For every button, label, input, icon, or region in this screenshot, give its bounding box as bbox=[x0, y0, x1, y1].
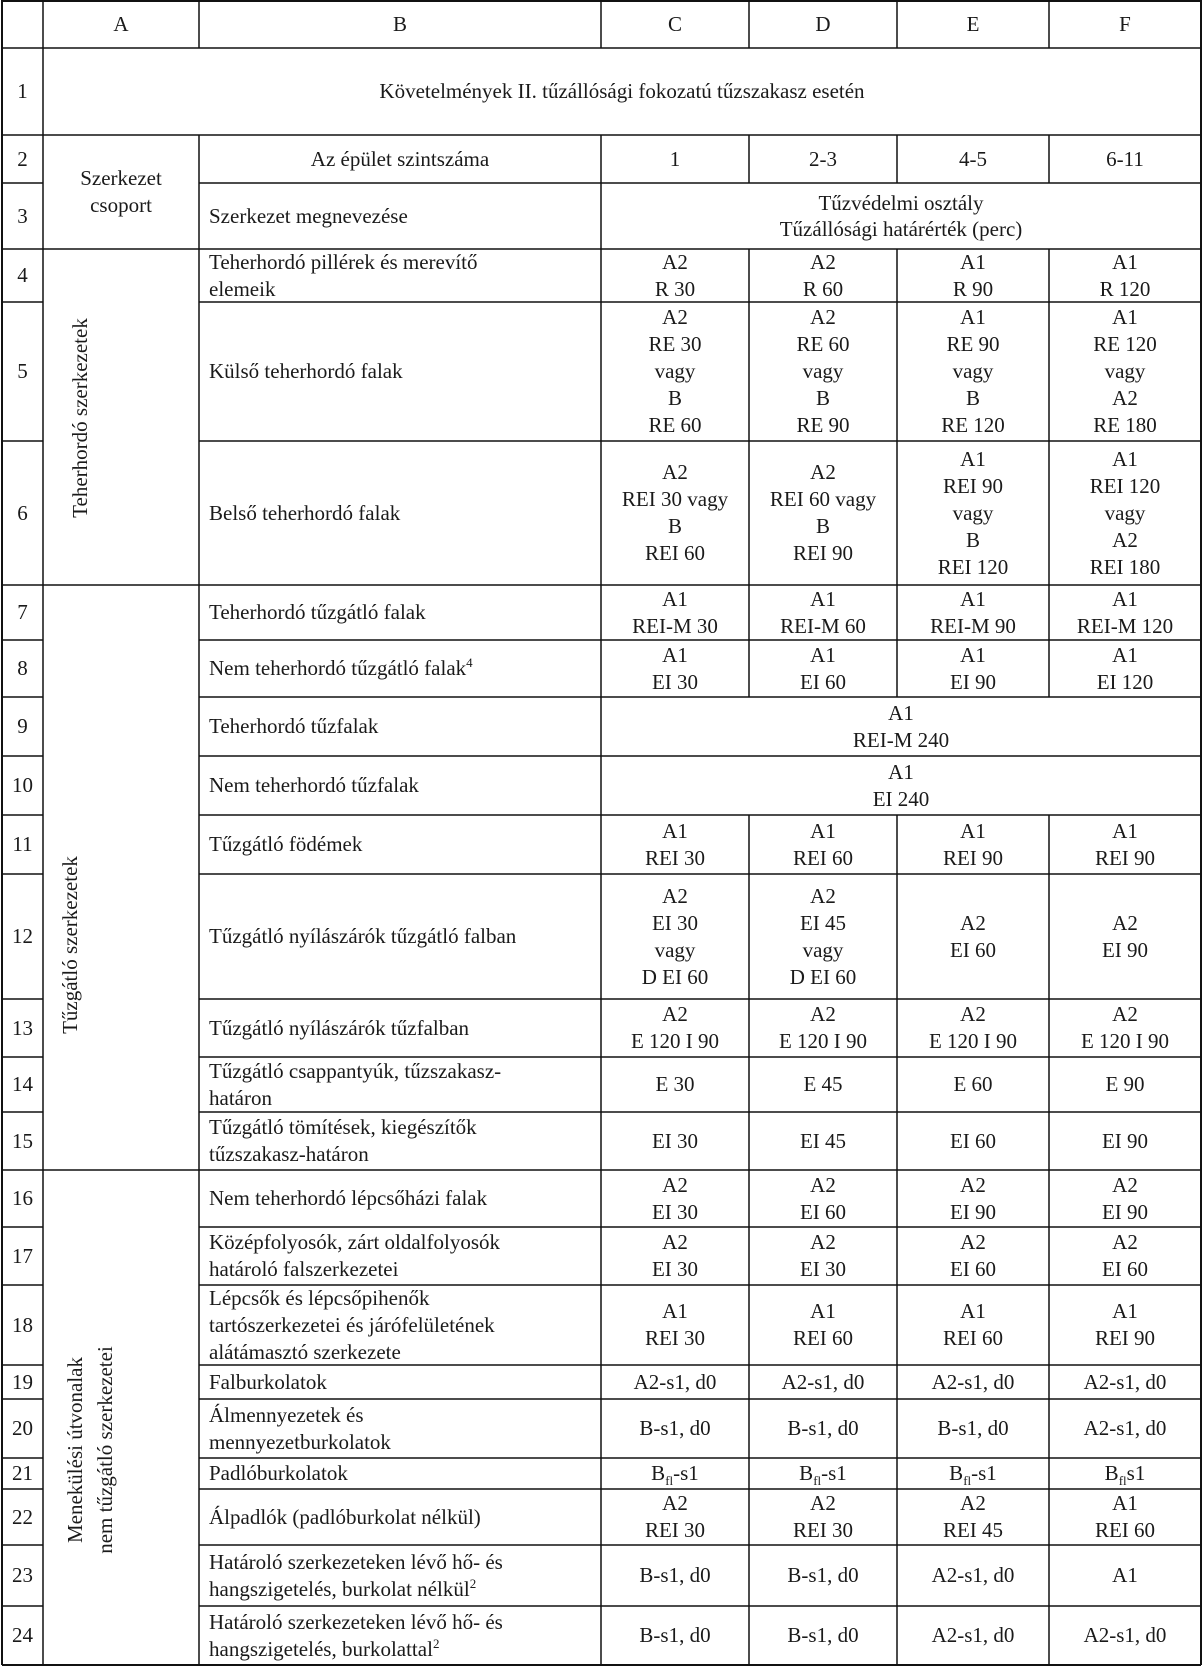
footnote-marker: 4 bbox=[466, 655, 473, 670]
structure-name: Teherhordó tűzgátló falak bbox=[209, 600, 426, 624]
footnote-marker: 2 bbox=[469, 1575, 477, 1591]
value-cell: B-s1, d0 bbox=[937, 1416, 1009, 1440]
structure-name: Álpadlók (padlóburkolat nélkül) bbox=[209, 1504, 481, 1529]
value-cell: A2 R 60 bbox=[802, 249, 844, 301]
row-number: 7 bbox=[17, 600, 28, 624]
value-cell: A1 REI 90 bbox=[1094, 1299, 1156, 1350]
structure-name: Nem teherhordó tűzgátló falak$^4$ bbox=[209, 655, 473, 680]
value-cell: EI 90 bbox=[1101, 1128, 1149, 1153]
row-number: 17 bbox=[12, 1243, 33, 1268]
structure-name: Határoló szerkezeteken lévő hő- és hangszigetelés, burkolat nélkül$^2$ bbox=[209, 1549, 503, 1601]
value-cell: A2 REI 30 bbox=[644, 1491, 706, 1542]
row-number: 24 bbox=[12, 1623, 33, 1647]
value-cell: A1 bbox=[1112, 1563, 1138, 1587]
value-cell: A1 REI-M 90 bbox=[930, 586, 1016, 638]
row-number: 16 bbox=[12, 1186, 33, 1210]
structure-name: Teherhordó pillérek és merevítő elemeik bbox=[209, 249, 478, 301]
value-cell: A1 REI 120 vagy A2 REI 180 bbox=[1089, 446, 1161, 579]
fire-class-label: Tűzvédelmi osztály Tűzállósági határérték (perc) bbox=[779, 191, 1023, 241]
row-number: 21 bbox=[12, 1461, 33, 1485]
value-cell: A1 REI 90 bbox=[942, 818, 1004, 870]
value-cell: A1 REI 30 bbox=[644, 1299, 706, 1350]
value-cell: B-s1, d0 bbox=[639, 1563, 711, 1587]
value-cell: A2 REI 30 vagy B REI 60 bbox=[621, 460, 729, 565]
column-header-f: F bbox=[1119, 11, 1131, 36]
structure-name: Határoló szerkezeteken lévő hő- és hangszigetelés, burkolattal$^2$ bbox=[209, 1609, 503, 1661]
value-cell: A1 REI 90 vagy B REI 120 bbox=[937, 446, 1009, 579]
value-cell: A1 EI 120 bbox=[1096, 642, 1154, 694]
value-cell: A2 EI 60 bbox=[949, 1230, 997, 1281]
value-cell: A2 EI 90 bbox=[949, 1172, 997, 1224]
value-cell: A2 E 120 I 90 bbox=[1080, 1002, 1170, 1053]
value-cell: E 90 bbox=[1105, 1072, 1145, 1096]
value-cell: A1 REI 60 bbox=[792, 818, 854, 870]
column-header-e: E bbox=[966, 11, 980, 36]
value-cell: EI 60 bbox=[949, 1128, 997, 1153]
value-cell: A2-s1, d0 bbox=[931, 1369, 1015, 1394]
group-label-escape-routes: Menekülési útvonalak nem tűzgátló szerkezetei bbox=[63, 1346, 117, 1554]
value-cell: B-s1, d0 bbox=[639, 1416, 711, 1440]
row-number: 1 bbox=[17, 79, 28, 103]
value-cell: $B_{fl}-s1$ bbox=[651, 1461, 699, 1489]
value-cell: A1 EI 30 bbox=[651, 642, 699, 694]
value-cell: A2-s1, d0 bbox=[931, 1623, 1015, 1647]
value-cell: A1 REI 90 bbox=[1094, 818, 1156, 870]
row-number: 6 bbox=[17, 500, 28, 525]
row-number: 2 bbox=[17, 146, 28, 171]
structure-name: Nem teherhordó tűzfalak bbox=[209, 773, 419, 797]
value-cell: $B_{fl}-s1$ bbox=[949, 1461, 997, 1489]
value-cell: A2 EI 90 bbox=[1101, 910, 1149, 962]
value-cell: A2 E 120 I 90 bbox=[778, 1002, 868, 1053]
row-number: 5 bbox=[17, 359, 28, 383]
column-header-a: A bbox=[113, 11, 129, 36]
level-4-5: 4-5 bbox=[959, 146, 987, 171]
row-number: 10 bbox=[12, 773, 33, 797]
structure-name: Belső teherhordó falak bbox=[209, 500, 401, 525]
group-label-fire-separating: Tűzgátló szerkezetek bbox=[58, 856, 82, 1034]
level-6-11: 6-11 bbox=[1106, 146, 1144, 171]
value-cell: $B_{fl}-s1$ bbox=[799, 1461, 847, 1489]
value-cell: A2 EI 45 vagy D EI 60 bbox=[789, 883, 857, 989]
value-cell: A1 REI-M 120 bbox=[1076, 586, 1174, 638]
value-cell: A2-s1, d0 bbox=[633, 1369, 717, 1394]
row-number: 12 bbox=[12, 924, 33, 948]
structure-name: Tűzgátló födémek bbox=[209, 832, 363, 856]
value-cell: A2 EI 30 bbox=[651, 1172, 699, 1224]
value-cell: A2-s1, d0 bbox=[931, 1563, 1015, 1587]
structure-name: Teherhordó tűzfalak bbox=[209, 714, 379, 738]
value-cell: EI 30 bbox=[651, 1128, 699, 1153]
value-cell: A1 REI-M 30 bbox=[632, 586, 718, 638]
value-cell: A2 EI 90 bbox=[1101, 1172, 1149, 1224]
value-cell: A1 REI 60 bbox=[1094, 1491, 1156, 1542]
row-number: 14 bbox=[12, 1072, 33, 1096]
value-cell: A2-s1, d0 bbox=[1083, 1623, 1167, 1647]
structure-name: Lépcsők és lépcsőpihenők tartószerkezetei és járófelületének alátámasztó szerkezete bbox=[209, 1285, 495, 1364]
value-cell: A2-s1, d0 bbox=[1083, 1369, 1167, 1394]
column-header-b: B bbox=[392, 11, 407, 36]
levels-label: Az épület szintszáma bbox=[310, 146, 490, 171]
value-cell: A2 RE 30 vagy B RE 60 bbox=[648, 305, 702, 437]
value-cell: A1 R 120 bbox=[1099, 249, 1151, 301]
value-cell: A1 REI 30 bbox=[644, 818, 706, 870]
value-cell: A1 REI 60 bbox=[942, 1299, 1004, 1350]
row-number: 3 bbox=[17, 203, 28, 228]
row-number: 19 bbox=[12, 1369, 33, 1394]
structure-name: Tűzgátló nyílászárók tűzgátló falban bbox=[209, 924, 517, 948]
value-cell: A2 EI 60 bbox=[1101, 1230, 1149, 1281]
value-cell: A2-s1, d0 bbox=[781, 1369, 865, 1394]
value-cell: A2 REI 45 bbox=[942, 1491, 1004, 1542]
value-cell: A2 EI 60 bbox=[949, 910, 997, 962]
value-cell: A1 EI 90 bbox=[949, 642, 997, 694]
value-cell: A2 REI 60 vagy B REI 90 bbox=[769, 460, 877, 565]
level-1: 1 bbox=[669, 146, 681, 171]
value-cell: A2 EI 60 bbox=[799, 1172, 847, 1224]
value-cell: A2 EI 30 vagy D EI 60 bbox=[641, 883, 709, 989]
structure-name: Álmennyezetek és mennyezetburkolatok bbox=[209, 1402, 391, 1454]
value-cell: A1 RE 120 vagy A2 RE 180 bbox=[1093, 305, 1157, 437]
value-cell: A1 REI-M 60 bbox=[780, 586, 866, 638]
value-cell: B-s1, d0 bbox=[787, 1563, 859, 1587]
row-number: 4 bbox=[17, 263, 28, 287]
structure-name: Tűzgátló csappantyúk, tűzszakasz- határon bbox=[209, 1058, 502, 1110]
value-cell: A2 EI 30 bbox=[651, 1230, 699, 1281]
value-cell: A1 REI 60 bbox=[792, 1299, 854, 1350]
merged-value: A1 EI 240 bbox=[872, 759, 930, 811]
structure-name: Padlóburkolatok bbox=[209, 1461, 348, 1485]
value-cell: E 60 bbox=[953, 1072, 993, 1096]
value-cell: A1 RE 90 vagy B RE 120 bbox=[941, 305, 1005, 437]
value-cell: B-s1, d0 bbox=[787, 1416, 859, 1440]
column-header-d: D bbox=[815, 11, 831, 36]
row-number: 18 bbox=[12, 1312, 33, 1337]
structure-name: Tűzgátló nyílászárók tűzfalban bbox=[209, 1015, 470, 1040]
value-cell: A1 R 90 bbox=[952, 249, 994, 301]
column-header-c: C bbox=[667, 11, 682, 36]
value-cell: A1 EI 60 bbox=[799, 642, 847, 694]
merged-value: A1 REI-M 240 bbox=[852, 700, 950, 752]
row-number: 13 bbox=[12, 1015, 33, 1040]
value-cell: A2 E 120 I 90 bbox=[928, 1002, 1018, 1053]
row-number: 23 bbox=[12, 1563, 33, 1587]
value-cell: A2 REI 30 bbox=[792, 1491, 854, 1542]
value-cell: A2 RE 60 vagy B RE 90 bbox=[796, 305, 850, 437]
structure-name-label: Szerkezet megnevezése bbox=[209, 203, 408, 228]
value-cell: B-s1, d0 bbox=[787, 1623, 859, 1647]
structure-name: Falburkolatok bbox=[209, 1369, 327, 1394]
value-cell: $B_{fl}s1$ bbox=[1104, 1461, 1146, 1489]
row-number: 9 bbox=[17, 714, 28, 738]
footnote-marker: 2 bbox=[432, 1635, 440, 1651]
row-number: 22 bbox=[12, 1504, 33, 1529]
value-cell: EI 45 bbox=[799, 1128, 847, 1153]
level-2-3: 2-3 bbox=[809, 146, 837, 171]
value-cell: A2 R 30 bbox=[654, 249, 696, 301]
structure-name: Középfolyosók, zárt oldalfolyosók határoló falszerkezetei bbox=[209, 1230, 501, 1281]
value-cell: E 30 bbox=[655, 1072, 695, 1096]
row-number: 15 bbox=[12, 1128, 33, 1153]
row-number: 20 bbox=[12, 1416, 33, 1440]
group-label-load-bearing: Teherhordó szerkezetek bbox=[68, 318, 92, 518]
table-title: Követelmények II. tűzállósági fokozatú tűzszakasz esetén bbox=[379, 79, 865, 103]
structure-name: Tűzgátló tömítések, kiegészítők tűzszakasz-határon bbox=[209, 1115, 477, 1166]
group-header: Szerkezet csoport bbox=[80, 166, 162, 217]
value-cell: A2-s1, d0 bbox=[1083, 1416, 1167, 1440]
structure-name: Külső teherhordó falak bbox=[209, 359, 403, 383]
row-number: 11 bbox=[12, 832, 33, 856]
value-cell: A2 EI 30 bbox=[799, 1230, 847, 1281]
value-cell: E 45 bbox=[803, 1072, 843, 1096]
structure-name: Nem teherhordó lépcsőházi falak bbox=[209, 1186, 488, 1210]
value-cell: A2 E 120 I 90 bbox=[630, 1002, 720, 1053]
value-cell: B-s1, d0 bbox=[639, 1623, 711, 1647]
row-number: 8 bbox=[17, 656, 28, 680]
